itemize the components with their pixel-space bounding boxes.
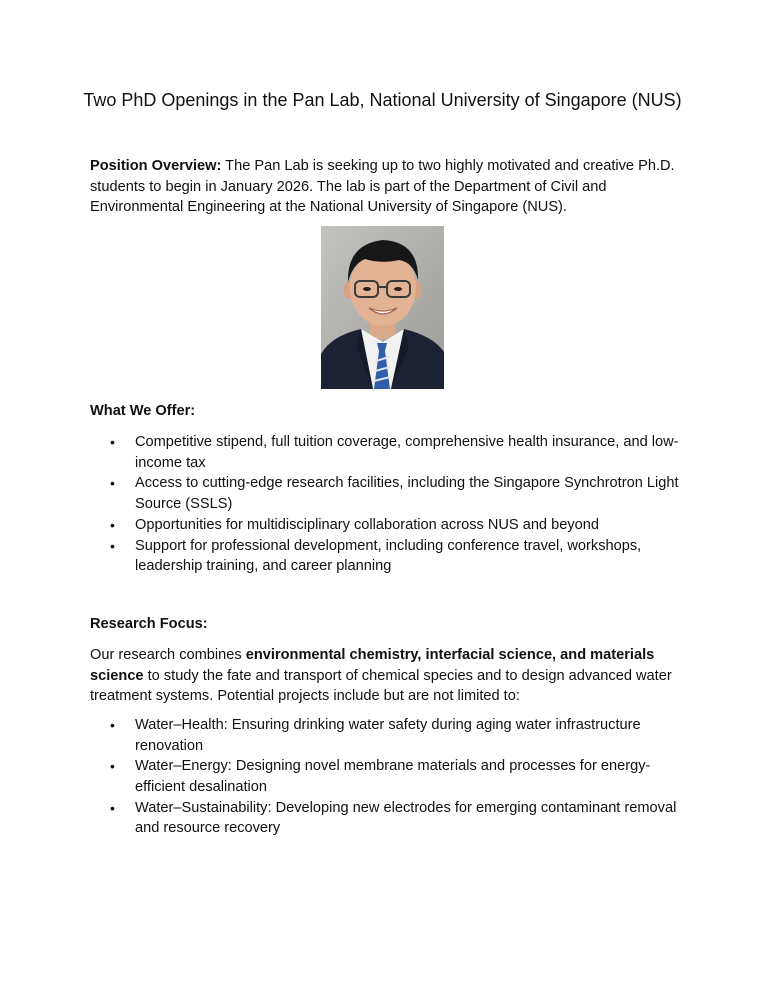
list-item: • Water–Sustainability: Developing new electrodes for emerging contaminant removal and resource recovery: [90, 798, 680, 839]
list-item: • Water–Health: Ensuring drinking water safety during aging water infrastructure renovation: [90, 715, 680, 756]
position-overview-label: Position Overview:: [90, 158, 222, 174]
research-focus-paragraph: [90, 645, 680, 707]
page-title: Two PhD Openings in the Pan Lab, National University of Singapore (NUS): [83, 90, 682, 110]
list-item: • Competitive stipend, full tuition coverage, comprehensive health insurance, and low-income tax: [90, 432, 680, 473]
list-item: • Opportunities for multidisciplinary collaboration across NUS and beyond: [90, 515, 680, 536]
research-focus-heading: Research Focus:: [90, 616, 208, 632]
list-item: • Support for professional development, including conference travel, workshops, leadership training, and career planning: [90, 536, 680, 577]
position-overview-paragraph: [90, 156, 680, 218]
profile-photo: [321, 226, 444, 389]
offer-list: [90, 432, 680, 577]
research-intro-bold: environmental chemistry, interfacial science, and materials science: [90, 647, 655, 684]
research-intro-text: Our research combines: [90, 647, 246, 663]
position-overview-text: The Pan Lab is seeking up to two highly motivated and creative Ph.D. students to begin in January 2026. The lab is part of the Department of Civil and Environmental Engineering at the National University of Singapore (NUS).: [90, 158, 675, 215]
what-we-offer-heading: What We Offer:: [90, 403, 196, 419]
list-item: • Water–Energy: Designing novel membrane materials and processes for energy-efficient desalination: [90, 756, 680, 797]
research-intro-text-end: to study the fate and transport of chemical species and to design advanced water treatment systems. Potential projects include but are not limited to:: [90, 667, 672, 704]
research-project-list: [90, 715, 680, 839]
list-item: • Access to cutting-edge research facilities, including the Singapore Synchrotron Light Source (SSLS): [90, 473, 680, 514]
